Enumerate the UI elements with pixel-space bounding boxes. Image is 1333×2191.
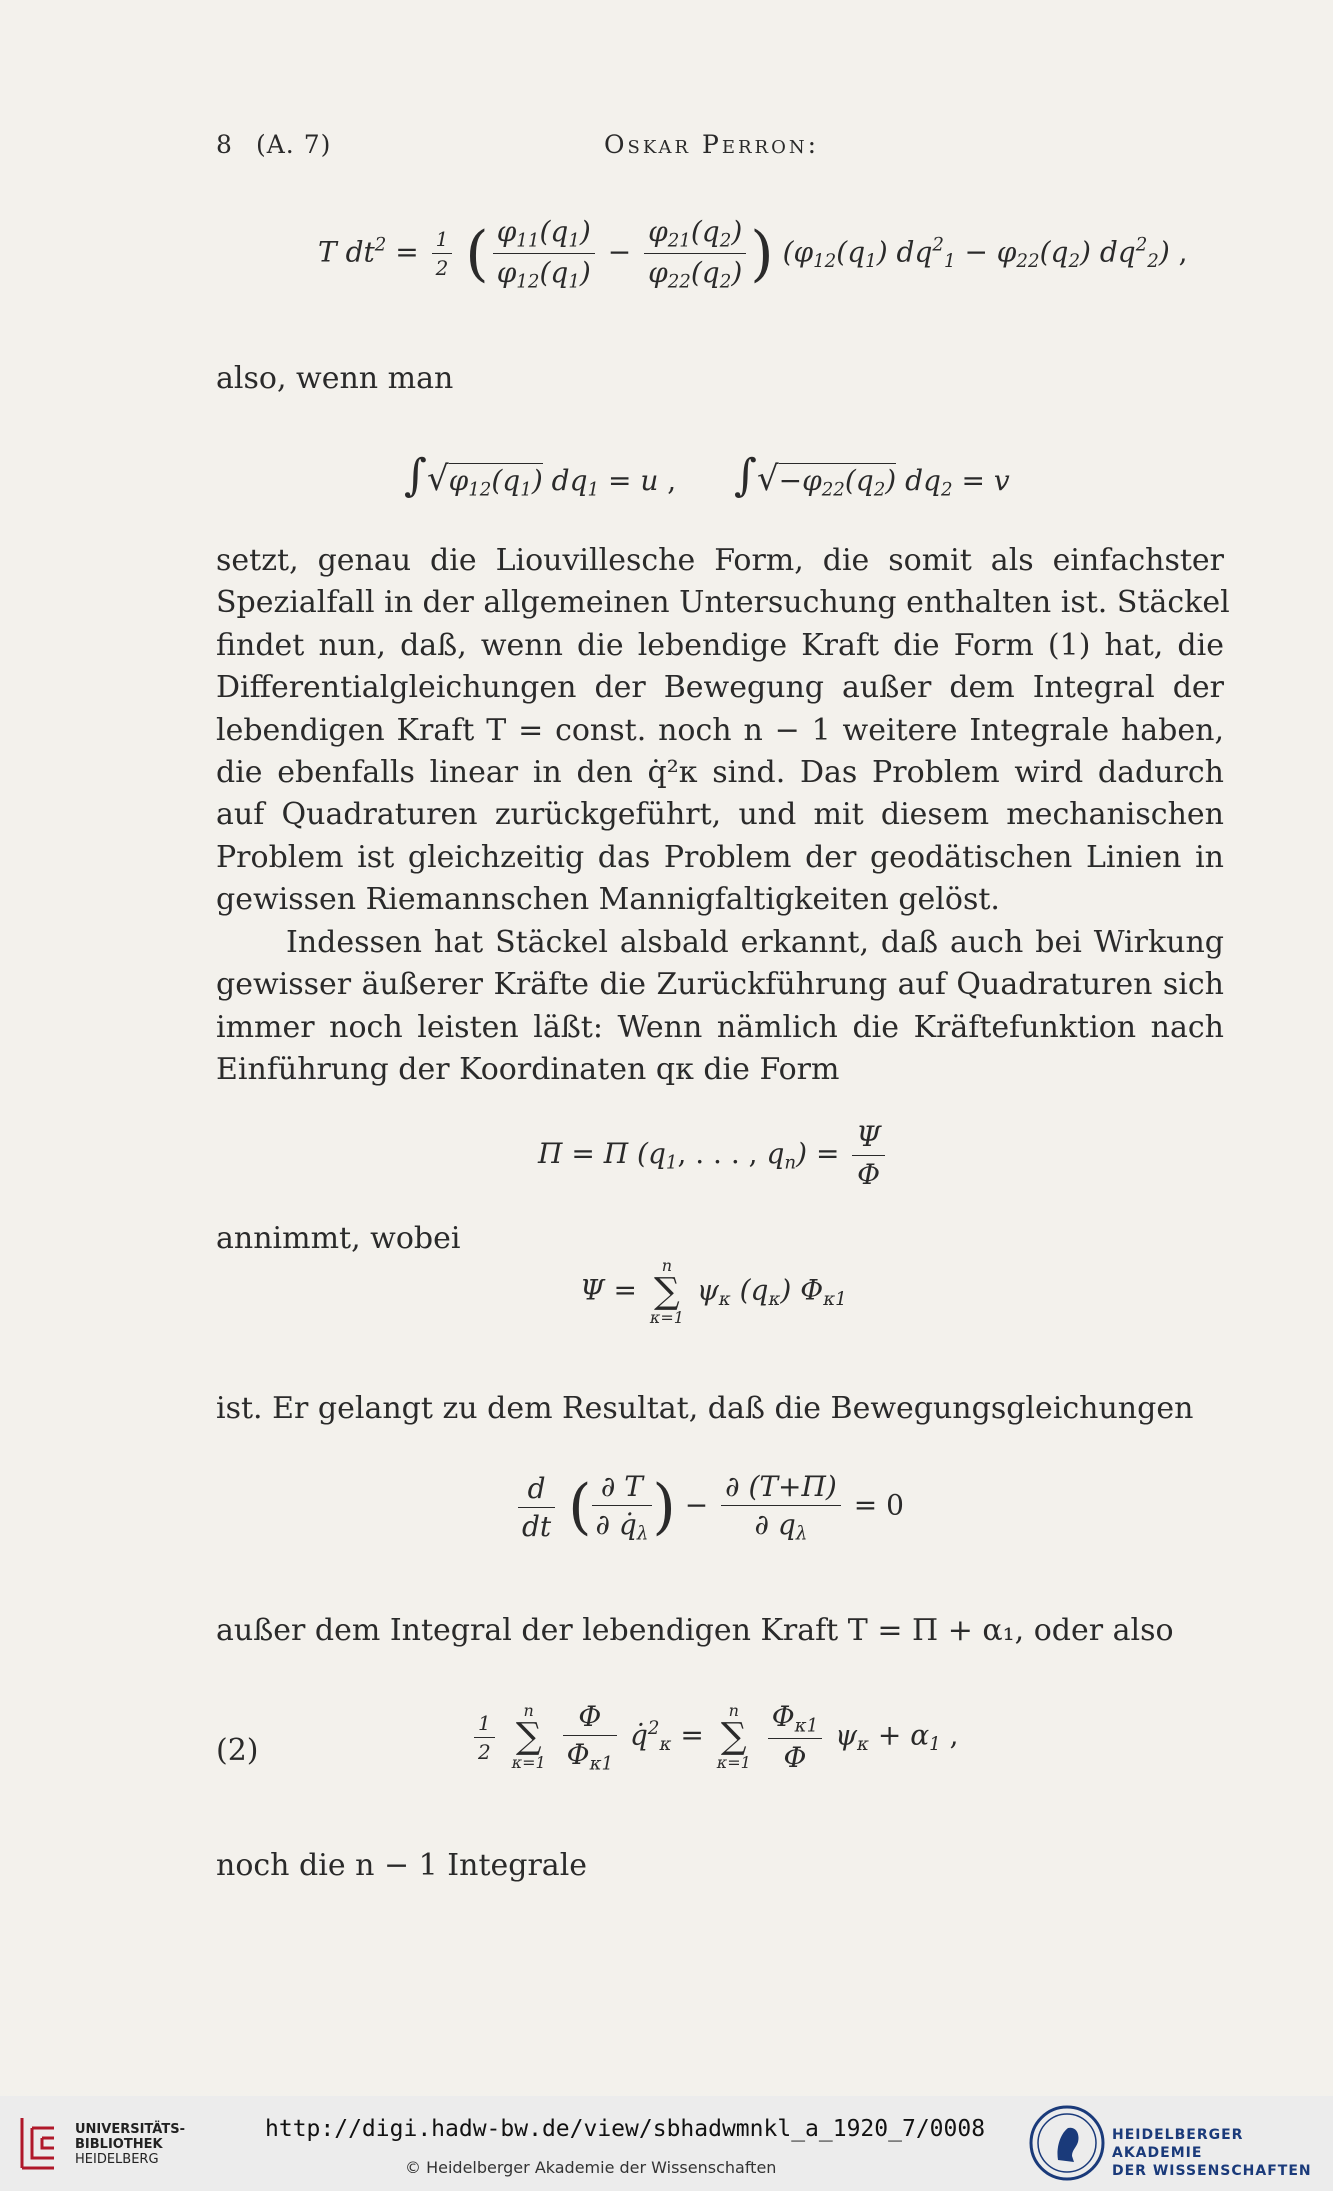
- copyright-notice: © Heidelberger Akademie der Wissenschaften: [405, 2158, 777, 2177]
- footer-bar: [0, 2096, 1333, 2191]
- equation-psi-sum: Ψ = n ∑ κ=1 $\psi_\kappa$ $(q_\kappa)$ $\Phi_{\kappa 1}$: [580, 1256, 847, 1327]
- academy-name: HEIDELBERGER AKADEMIE DER WISSENSCHAFTEN: [1112, 2127, 1312, 2179]
- text-also-wenn-man: also, wenn man: [216, 361, 454, 396]
- equation-substitution: $\int√\varphi_{12}(q_1) dq_1 = u$ , $\int√-\varphi_{22}(q_2) dq_2 = v$: [404, 450, 1010, 501]
- text-noch-die-integrale: noch die n − 1 Integrale: [216, 1848, 588, 1883]
- permalink-url[interactable]: http://digi.hadw-bw.de/view/sbhadwmnkl_a_1920_7/0008: [265, 2116, 986, 2142]
- text-annimmt: annimmt, wobei: [216, 1221, 461, 1256]
- equation-potential: Π = Π ($q_1$, . . . , $q_n$) = $\frac{\Psi}{\Phi}$: [538, 1120, 889, 1191]
- section-label: (A. 7): [256, 130, 332, 159]
- text-ausser-dem-integral: außer dem Integral der lebendigen Kraft T = Π + α₁, oder also: [216, 1613, 1174, 1648]
- paragraph-staeckel: Indessen hat Stäckel alsbald erkannt, daß auch bei Wirkung gewisser äußerer Kräfte die Zurückführung auf Quadraturen sich immer noch leisten läßt: Wenn nämlich die Kräftefunktion nach Einführung der Koordinaten qκ die Form: [216, 925, 1224, 1088]
- equation-number-2: (2): [216, 1733, 259, 1768]
- text-ist-er-gelangt: ist. Er gelangt zu dem Resultat, daß die Bewegungsgleichungen: [216, 1391, 1194, 1426]
- equation-kinetic-energy: T $dt^2$ = $\frac{1}{2}$ ( $\frac{\varphi_{11}(q_1)}{\varphi_{12}(q_1)}$ − $\frac{\varphi_{21}(q_2)}{\varphi_{22}(q_2)}$ ) ($\varphi_{12}(q_1) dq^2_1 - \varphi_{22}(q_2)$ $dq^2_2$) ,: [318, 215, 1188, 293]
- equation-motion: $\frac{d}{dt}$ ( $\frac{\partial T}{\partial q̇_\lambda}$ ) − $\frac{\partial (T+\Pi)}{\partial q_\lambda}$ = 0: [514, 1470, 904, 1544]
- paragraph-liouville: setzt, genau die Liouvillesche Form, die somit als einfachster Spezialfall in der allgemeinen Untersuchung enthalten ist. Stäckel findet nun, daß, wenn die lebendige Kraft die Form (1) hat, die Differentialgleichungen der Bewegung außer dem Integral der lebendigen Kraft T = const. noch n − 1 weitere Integrale haben, die ebenfalls linear in den q̇²κ sind. Das Problem wird dadurch auf Quadraturen zurückgeführt, und mit diesem mechanischen Problem ist gleichzeitig das Problem der geodätischen Linien in gewissen Riemannschen Mannigfaltigkeiten gelöst.: [216, 543, 1230, 918]
- author-name: Oskar Perron:: [604, 130, 820, 159]
- equation-2: $\frac{1}{2}$ n ∑ κ=1 $\frac{\Phi}{\Phi_{\kappa 1}}$ q̇$^2_\kappa$ = n ∑ κ=1 $\frac{\Phi_{\kappa 1}}{\Phi}$ $\psi_\kappa + \alpha_1$ ,: [470, 1700, 959, 1774]
- university-library-logo-icon: [14, 2108, 64, 2178]
- academy-seal-icon: [1028, 2104, 1106, 2182]
- page-number: 8: [216, 130, 233, 159]
- university-library-name: UNIVERSITÄTS- BIBLIOTHEK HEIDELBERG: [75, 2122, 185, 2167]
